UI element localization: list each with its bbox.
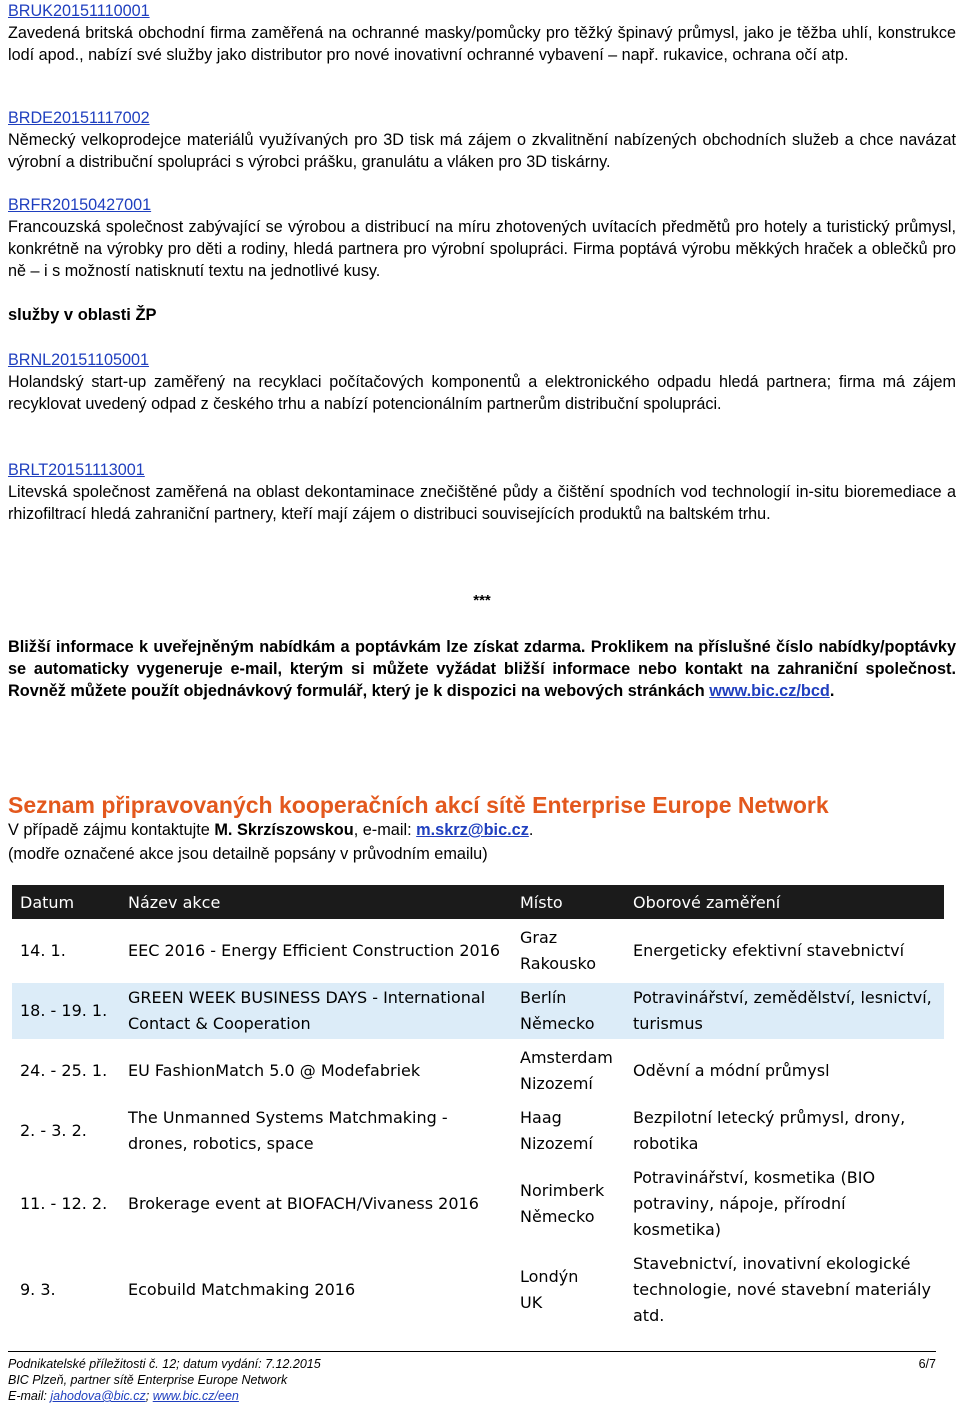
event-place (512, 1249, 625, 1331)
contact-name: M. Skrzíszowskou (214, 821, 354, 839)
event-name: Ecobuild Matchmaking 2016 (120, 1249, 512, 1331)
event-country: Německo (520, 1207, 595, 1226)
offer-code-link[interactable]: BRFR20150427001 (8, 196, 152, 214)
page-number: 6/7 (918, 1357, 936, 1371)
event-row (12, 983, 944, 1039)
col-header-name: Název akce (120, 885, 512, 919)
event-field: Oděvní a módní průmysl (625, 1043, 944, 1099)
info-text: Bližší informace k uveřejněným nabídkám a poptávkám lze získat zdarma. Proklikem na příslušné číslo nabídky/poptávky se automaticky vygeneruje e-mail, kterým si můžete vyžádat bližší informace nebo kontakt na zahraniční společnost. Rovněž můžete použít objednávkový formulář, který je k dispozici na webových stránkách (8, 638, 956, 700)
offer-item (8, 349, 956, 415)
event-name: Brokerage event at BIOFACH/Vivaness 2016 (120, 1163, 512, 1245)
offer-description: Litevská společnost zaměřená na oblast dekontaminace znečištěné půdy a čištění spodních vod technologií in-situ bioremediace a rhizofiltrací hledá zahraniční partnery, kteří mají zájem o distribuci souvisejících produktů na baltském trhu. (8, 483, 956, 523)
event-place (512, 983, 625, 1039)
event-field: Stavebnictví, inovativní ekologické technologie, nové stavební materiály atd. (625, 1249, 944, 1331)
offer-description: Zavedená britská obchodní firma zaměřená na ochranné masky/pomůcky pro těžký špinavý průmysl, jako je těžba uhlí, konstrukce lodí apod., nabízí své služby jako distributor pro nové inovativní ochranné vybavení – např. rukavice, ochrana očí atp. (8, 24, 956, 64)
offer-code-link[interactable]: BRUK20151110001 (8, 2, 150, 20)
event-field: Potravinářství, kosmetika (BIO potraviny, nápoje, přírodní kosmetika) (625, 1163, 944, 1245)
events-note: (modře označené akce jsou detailně popsány v průvodním emailu) (8, 845, 488, 863)
contact-line (8, 819, 956, 841)
event-city: Norimberk (520, 1181, 605, 1200)
contact-prefix: V případě zájmu kontaktujte (8, 821, 215, 839)
event-date: 14. 1. (12, 923, 120, 979)
info-end: . (829, 682, 835, 700)
footer-partner-line: BIC Plzeň, partner sítě Enterprise Europe Network (8, 1373, 288, 1387)
offer-item (8, 459, 956, 525)
offer-description: Francouzská společnost zabývající se výrobou a distribucí na míru zhotovených uvítacích předmětů pro hotely a turistický průmysl, konkrétně na výrobky pro děti a rodiny, hledá partnera pro výrobní spolupráci. Firma poptává výrobu měkkých hraček a oblečků pro ně – i s možností natisknutí textu na jednotlivé kusy. (8, 218, 956, 280)
event-date: 11. - 12. 2. (12, 1163, 120, 1245)
event-row (12, 1043, 944, 1099)
event-field: Energeticky efektivní stavebnictví (625, 923, 944, 979)
footer-issue-line: Podnikatelské příležitosti č. 12; datum vydání: 7.12.2015 (8, 1357, 321, 1371)
event-place (512, 1103, 625, 1159)
separator-stars: *** (473, 592, 491, 609)
footer-contact-line (8, 1388, 936, 1404)
events-section-title: Seznam připravovaných kooperačních akcí sítě Enterprise Europe Network (8, 792, 829, 818)
event-name: EU FashionMatch 5.0 @ Modefabriek (120, 1043, 512, 1099)
col-header-place: Místo (512, 885, 625, 919)
event-place (512, 1043, 625, 1099)
info-paragraph (8, 636, 956, 702)
footer-email-label: E-mail: (8, 1389, 51, 1403)
contact-email-link[interactable]: m.skrz@bic.cz (416, 821, 529, 839)
offer-item (8, 0, 956, 66)
event-country: Německo (520, 1014, 595, 1033)
offer-code-link[interactable]: BRNL20151105001 (8, 351, 150, 369)
event-row (12, 1249, 944, 1331)
event-field: Potravinářství, zemědělství, lesnictví, turismus (625, 983, 944, 1039)
contact-end: . (528, 821, 534, 839)
env-services-heading: služby v oblasti ŽP (8, 306, 157, 324)
event-date: 9. 3. (12, 1249, 120, 1331)
event-place (512, 923, 625, 979)
offer-description: Holandský start-up zaměřený na recyklaci počítačových komponentů a elektronického odpadu hledá partnera; firma má zájem recyklovat uvedený odpad z českého trhu a nabízí potencionálním partnerům distribuční spolupráci. (8, 373, 956, 413)
event-city: Berlín (520, 988, 567, 1007)
events-table-body (12, 919, 944, 1331)
event-row (12, 1103, 944, 1159)
offer-code-link[interactable]: BRLT20151113001 (8, 461, 145, 479)
event-city: Londýn (520, 1267, 579, 1286)
event-country: Nizozemí (520, 1134, 593, 1153)
event-city: Amsterdam (520, 1048, 613, 1067)
footer-email-link[interactable]: jahodova@bic.cz (50, 1389, 146, 1403)
offer-item (8, 107, 956, 173)
event-city: Haag (520, 1108, 562, 1127)
footer-web-link[interactable]: www.bic.cz/een (152, 1389, 239, 1403)
event-country: Nizozemí (520, 1074, 593, 1093)
col-header-date: Datum (12, 885, 120, 919)
event-field: Bezpilotní letecký průmysl, drony, robotika (625, 1103, 944, 1159)
footer-sep: ; (145, 1389, 153, 1403)
footer-divider (8, 1351, 936, 1352)
col-header-field: Oborové zaměření (625, 885, 944, 919)
contact-mid: , e-mail: (353, 821, 417, 839)
event-row (12, 1163, 944, 1245)
page-footer (8, 1356, 936, 1404)
events-table (12, 885, 944, 1331)
event-country: Rakousko (520, 954, 597, 973)
event-name: The Unmanned Systems Matchmaking - drones, robotics, space (120, 1103, 512, 1159)
event-date: 24. - 25. 1. (12, 1043, 120, 1099)
event-row (12, 923, 944, 979)
order-form-link[interactable]: www.bic.cz/bcd (709, 682, 830, 700)
event-date: 2. - 3. 2. (12, 1103, 120, 1159)
offer-code-link[interactable]: BRDE20151117002 (8, 109, 150, 127)
table-header-row (12, 885, 944, 919)
event-city: Graz (520, 928, 558, 947)
event-date: 18. - 19. 1. (12, 983, 120, 1039)
event-name: EEC 2016 - Energy Efficient Construction 2016 (120, 923, 512, 979)
offer-description: Německý velkoprodejce materiálů využívaných pro 3D tisk má zájem o zkvalitnění nabízených obchodních služeb a chce navázat výrobní a distribuční spolupráci s výrobci prášku, granulátu a vláken pro 3D tiskárny. (8, 131, 956, 171)
event-name: GREEN WEEK BUSINESS DAYS - International Contact & Cooperation (120, 983, 512, 1039)
offer-item (8, 194, 956, 282)
event-country: UK (520, 1293, 543, 1312)
event-place (512, 1163, 625, 1245)
